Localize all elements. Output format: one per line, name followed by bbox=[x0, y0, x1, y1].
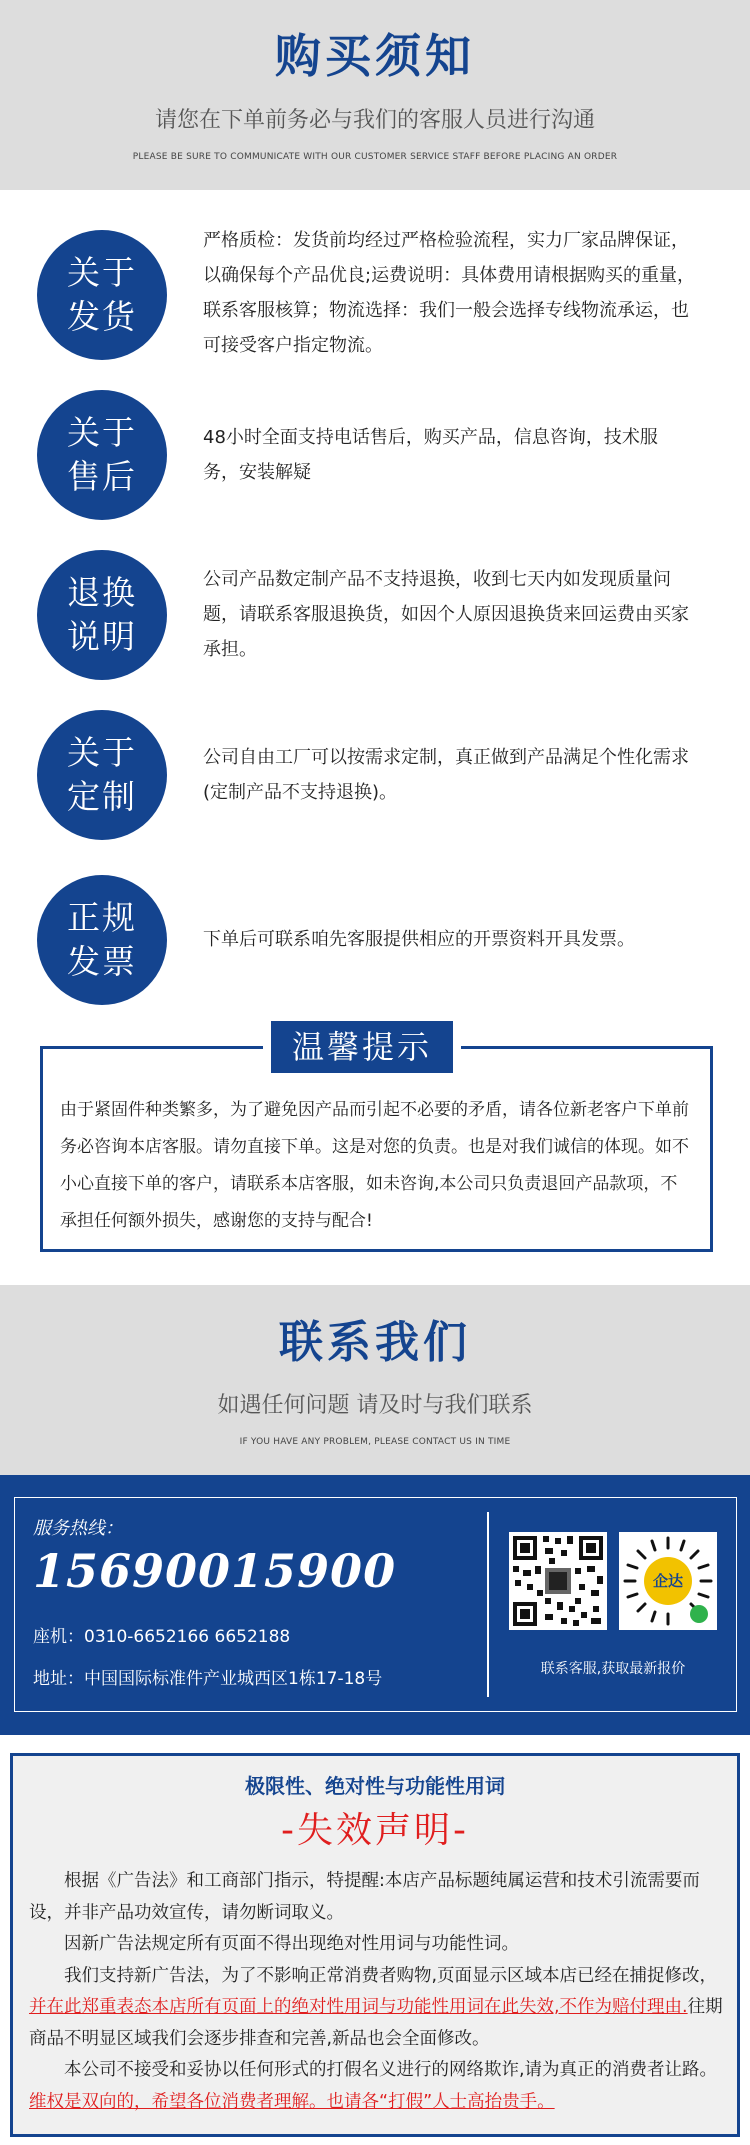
badge-line1: 正规 bbox=[67, 898, 137, 937]
badge-line2: 说明 bbox=[67, 617, 137, 656]
tips-title: 温馨提示 bbox=[263, 1021, 461, 1073]
disclaimer-text-part: 本公司不接受和妥协以任何形式的打假名义进行的网络欺诈,请为真正的消费者让路。 bbox=[64, 2060, 718, 2080]
purchase-notice-header bbox=[0, 0, 750, 190]
address-text: 地址：中国国际标准件产业城西区1栋17-18号 bbox=[33, 1669, 383, 1689]
qr-code-icon bbox=[509, 1532, 607, 1630]
disclaimer-paragraph: 根据《广告法》和工商部门指示，特提醒:本店产品标题纯属运营和技术引流需要而设，并非产品功效宣传，请勿断词取义。 bbox=[29, 1871, 700, 1923]
contact-panel bbox=[0, 1475, 750, 1735]
contact-subtitle: 如遇任何问题 请及时与我们联系 bbox=[217, 1393, 533, 1418]
wechat-qr-code[interactable] bbox=[509, 1532, 607, 1630]
hotline-label: 服务热线： bbox=[33, 1518, 123, 1539]
notice-badge bbox=[37, 710, 167, 840]
hotline-number[interactable]: 15690015900 bbox=[33, 1544, 397, 1598]
qr-logo-text: 企达 bbox=[652, 1572, 683, 1590]
disclaimer-heading: -失效声明- bbox=[281, 1810, 469, 1851]
page-title: 购买须知 bbox=[275, 29, 475, 83]
notice-text: 严格质检：发货前均经过严格检验流程，实力厂家品牌保证，以确保每个产品优良;运费说明：具体费用请根据购买的重量，联系客服核算；物流选择：我们一般会选择专线物流承运，也可接受客户指定物流。 bbox=[203, 230, 696, 356]
badge-line1: 关于 bbox=[67, 413, 137, 452]
contact-frame bbox=[14, 1497, 737, 1712]
contact-title: 联系我们 bbox=[279, 1317, 471, 1368]
disclaimer-highlight: 并在此郑重表态本店所有页面上的绝对性用词与功能性用词在此失效,不作为赔付理由. bbox=[29, 1997, 688, 2017]
header-subtitle-en: PLEASE BE SURE TO COMMUNICATE WITH OUR CUSTOMER SERVICE STAFF BEFORE PLACING AN ORDER bbox=[132, 152, 618, 162]
badge-line1: 关于 bbox=[67, 733, 137, 772]
disclaimer-paragraph: 因新广告法规定所有页面不得出现绝对性用词与功能性词。 bbox=[64, 1934, 519, 1954]
disclaimer-text-part: 往期商品不明显区域我们会逐步排查和完善,新品也会全面修改。 bbox=[29, 1997, 723, 2049]
notice-list bbox=[0, 190, 750, 1040]
notice-badge bbox=[37, 230, 167, 360]
disclaimer-text-part: 我们支持新广告法，为了不影响正常消费者购物,页面显示区域本店已经在捕捉修改， bbox=[64, 1965, 718, 1986]
notice-badge bbox=[37, 875, 167, 1005]
notice-badge bbox=[37, 390, 167, 520]
badge-line1: 关于 bbox=[67, 253, 137, 292]
badge-line2: 发货 bbox=[67, 297, 137, 336]
disclaimer-paragraph bbox=[29, 2055, 729, 2118]
notice-text: 48小时全面支持电话售后，购买产品，信息咨询，技术服务，安装解疑 bbox=[203, 427, 658, 483]
disclaimer-highlight: 维权是双向的，希望各位消费者理解。也请各“打假”人士高抬贵手。 bbox=[29, 2091, 555, 2112]
disclaimer-title: 极限性、绝对性与功能性用词 bbox=[245, 1774, 505, 1798]
notice-text: 公司产品数定制产品不支持退换，收到七天内如发现质量问题，请联系客服退换货，如因个人原因退换货来回运费由买家承担。 bbox=[203, 569, 689, 660]
badge-line2: 定制 bbox=[67, 777, 137, 816]
divider bbox=[487, 1512, 489, 1697]
contact-header bbox=[0, 1285, 750, 1475]
badge-line1: 退换 bbox=[67, 573, 137, 612]
contact-subtitle-en: IF YOU HAVE ANY PROBLEM, PLEASE CONTACT US IN TIME bbox=[239, 1437, 511, 1447]
miniprogram-qr-code[interactable] bbox=[619, 1532, 717, 1630]
disclaimer-box bbox=[10, 1753, 740, 2137]
notice-text: 下单后可联系咱先客服提供相应的开票资料开具发票。 bbox=[203, 929, 635, 950]
landline-number[interactable]: 座机：0310-6652166 6652188 bbox=[33, 1627, 291, 1647]
tips-text: 由于紧固件种类繁多，为了避免因产品而引起不必要的矛盾，请各位新老客户下单前务必咨询本店客服。请勿直接下单。这是对您的负责。也是对我们诚信的体现。如不小心直接下单的客户，请联系本店客服，如未咨询,本公司只负责退回产品款项，不承担任何额外损失，感谢您的支持与配合! bbox=[60, 1100, 689, 1231]
badge-line2: 发票 bbox=[67, 942, 137, 981]
disclaimer-text bbox=[29, 1866, 729, 2118]
disclaimer-paragraph bbox=[29, 1961, 729, 2056]
notice-badge bbox=[37, 550, 167, 680]
notice-text: 公司自由工厂可以按需求定制，真正做到产品满足个性化需求(定制产品不支持退换)。 bbox=[203, 747, 689, 803]
qr-caption: 联系客服,获取最新报价 bbox=[540, 1661, 686, 1677]
badge-line2: 售后 bbox=[67, 457, 137, 496]
header-subtitle: 请您在下单前务必与我们的客服人员进行沟通 bbox=[154, 108, 595, 133]
